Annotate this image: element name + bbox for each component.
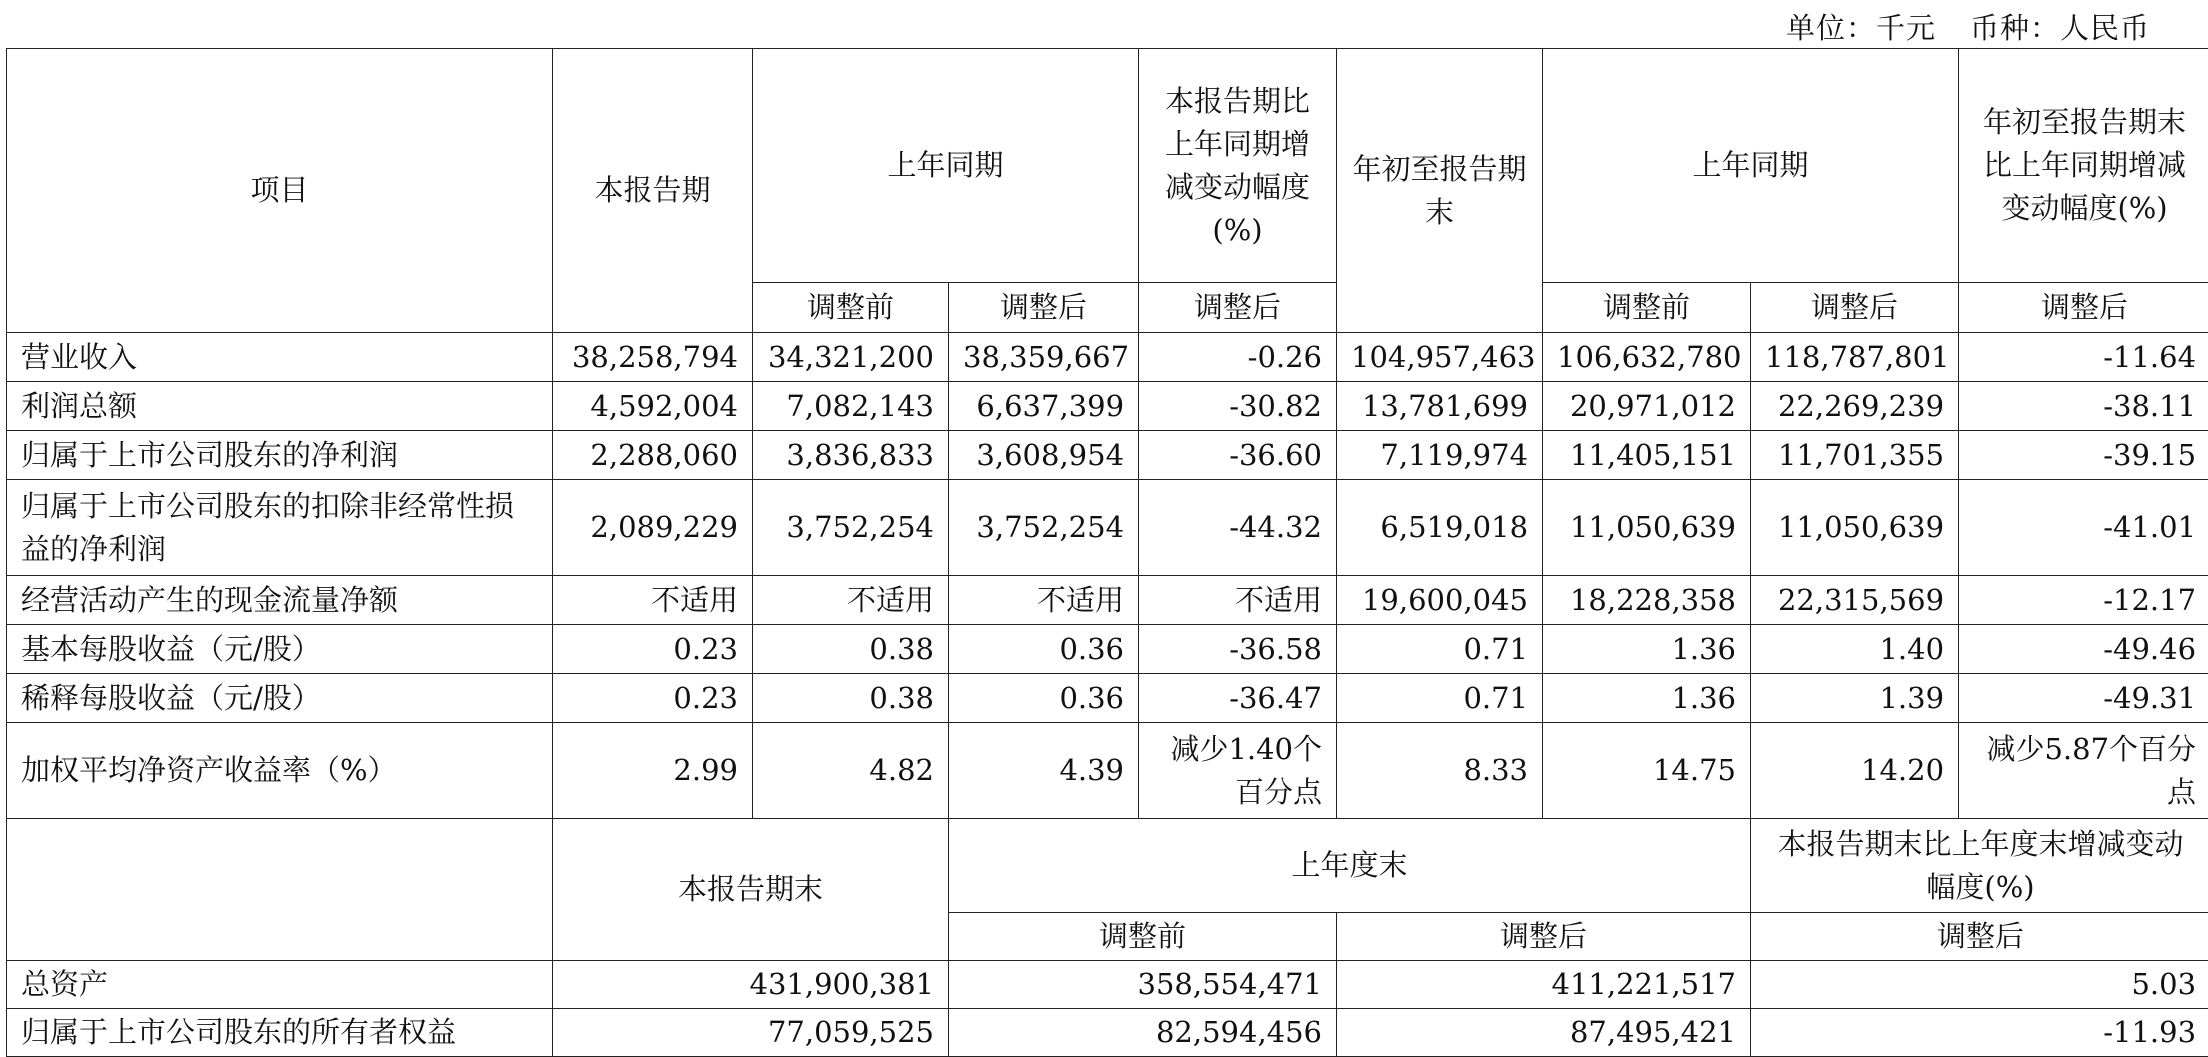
- row-label: 归属于上市公司股东的净利润: [7, 431, 553, 480]
- table-cell: 6,637,399: [949, 382, 1139, 431]
- table-row: [7, 333, 2208, 382]
- table-cell: -36.60: [1139, 431, 1337, 480]
- table-cell: 减少5.87个百分点: [1959, 723, 2208, 819]
- row-label: 营业收入: [7, 333, 553, 382]
- table-cell: 8.33: [1337, 723, 1543, 819]
- table-cell: -39.15: [1959, 431, 2208, 480]
- table-row: [7, 674, 2208, 723]
- table-cell: 4.82: [753, 723, 949, 819]
- table-cell: -36.47: [1139, 674, 1337, 723]
- subheader-change-after: 调整后: [1139, 283, 1337, 333]
- table-cell: 2.99: [553, 723, 753, 819]
- table-row: [7, 382, 2208, 431]
- table-cell: 1.39: [1751, 674, 1959, 723]
- table-cell: 0.71: [1337, 674, 1543, 723]
- bottom-subheader-before: 调整前: [949, 913, 1337, 961]
- bottom-header-period-end: 本报告期末: [553, 819, 949, 961]
- subheader-ytd-before: 调整前: [1543, 283, 1751, 333]
- table-cell: 34,321,200: [753, 333, 949, 382]
- table-row: [7, 480, 2208, 576]
- table-cell: 4,592,004: [553, 382, 753, 431]
- table-cell: 2,288,060: [553, 431, 753, 480]
- table-cell: 2,089,229: [553, 480, 753, 576]
- table-cell: 1.36: [1543, 674, 1751, 723]
- row-label: 稀释每股收益（元/股）: [7, 674, 553, 723]
- table-cell: -30.82: [1139, 382, 1337, 431]
- bottom-header-change: 本报告期末比上年度末增减变动幅度(%): [1751, 819, 2208, 913]
- table-cell: -49.31: [1959, 674, 2208, 723]
- subheader-ytd-after: 调整后: [1751, 283, 1959, 333]
- table-cell: -44.32: [1139, 480, 1337, 576]
- table-cell: 38,258,794: [553, 333, 753, 382]
- header-prev-same-period: 上年同期: [753, 49, 1139, 283]
- header-prev-same-ytd: 上年同期: [1543, 49, 1959, 283]
- header-ytd: 年初至报告期末: [1337, 49, 1543, 333]
- table-cell: -11.64: [1959, 333, 2208, 382]
- table-cell: 118,787,801: [1751, 333, 1959, 382]
- table-cell: 3,752,254: [753, 480, 949, 576]
- header-item: 项目: [7, 49, 553, 333]
- table-cell: 3,836,833: [753, 431, 949, 480]
- bottom-subheader-change-after: 调整后: [1751, 913, 2208, 961]
- bottom-subheader-after: 调整后: [1337, 913, 1751, 961]
- table-cell: 0.71: [1337, 625, 1543, 674]
- bottom-table-cell: 358,554,471: [949, 961, 1337, 1009]
- bottom-table-cell: 87,495,421: [1337, 1009, 1751, 1057]
- table-cell: -12.17: [1959, 576, 2208, 625]
- bottom-header-row: [7, 819, 2208, 913]
- table-cell: 38,359,667: [949, 333, 1139, 382]
- table-cell: 7,119,974: [1337, 431, 1543, 480]
- table-cell: 4.39: [949, 723, 1139, 819]
- bottom-table-cell: 5.03: [1751, 961, 2208, 1009]
- bottom-table-row: [7, 961, 2208, 1009]
- bottom-row-label: 归属于上市公司股东的所有者权益: [7, 1009, 553, 1057]
- table-cell: 11,701,355: [1751, 431, 1959, 480]
- row-label: 加权平均净资产收益率（%）: [7, 723, 553, 819]
- table-cell: -38.11: [1959, 382, 2208, 431]
- subheader-ytd-change-after: 调整后: [1959, 283, 2208, 333]
- table-cell: 22,315,569: [1751, 576, 1959, 625]
- table-cell: 104,957,463: [1337, 333, 1543, 382]
- header-change-ytd: 年初至报告期末比上年同期增减变动幅度(%): [1959, 49, 2208, 283]
- unit-line: [1752, 6, 2150, 47]
- table-cell: 11,050,639: [1751, 480, 1959, 576]
- bottom-table-cell: 77,059,525: [553, 1009, 949, 1057]
- table-cell: 不适用: [949, 576, 1139, 625]
- table-cell: -36.58: [1139, 625, 1337, 674]
- row-label: 基本每股收益（元/股）: [7, 625, 553, 674]
- table-cell: 3,752,254: [949, 480, 1139, 576]
- table-cell: 不适用: [553, 576, 753, 625]
- table-header-row: [7, 49, 2208, 283]
- table-cell: 0.36: [949, 674, 1139, 723]
- table-body: [7, 49, 2208, 1057]
- row-label: 利润总额: [7, 382, 553, 431]
- bottom-header-blank: [7, 819, 553, 961]
- table-cell: 11,405,151: [1543, 431, 1751, 480]
- table-cell: 0.36: [949, 625, 1139, 674]
- table-cell: 14.75: [1543, 723, 1751, 819]
- row-label: 经营活动产生的现金流量净额: [7, 576, 553, 625]
- table-cell: 18,228,358: [1543, 576, 1751, 625]
- table-cell: 20,971,012: [1543, 382, 1751, 431]
- bottom-table-cell: -11.93: [1751, 1009, 2208, 1057]
- table-cell: 6,519,018: [1337, 480, 1543, 576]
- table-cell: 22,269,239: [1751, 382, 1959, 431]
- subheader-before: 调整前: [753, 283, 949, 333]
- bottom-table-row: [7, 1009, 2208, 1057]
- table-cell: 0.23: [553, 674, 753, 723]
- table-cell: 19,600,045: [1337, 576, 1543, 625]
- unit-label: 单位：千元: [1786, 11, 1936, 45]
- bottom-row-label: 总资产: [7, 961, 553, 1009]
- header-current-period: 本报告期: [553, 49, 753, 333]
- table-cell: -0.26: [1139, 333, 1337, 382]
- table-cell: 7,082,143: [753, 382, 949, 431]
- table-cell: 11,050,639: [1543, 480, 1751, 576]
- header-change-quarter: 本报告期比上年同期增减变动幅度(%): [1139, 49, 1337, 283]
- table-cell: 1.40: [1751, 625, 1959, 674]
- table-cell: 1.36: [1543, 625, 1751, 674]
- bottom-table-cell: 431,900,381: [553, 961, 949, 1009]
- table-cell: 0.23: [553, 625, 753, 674]
- table-cell: 106,632,780: [1543, 333, 1751, 382]
- table-cell: -41.01: [1959, 480, 2208, 576]
- table-cell: 13,781,699: [1337, 382, 1543, 431]
- table-cell: 不适用: [1139, 576, 1337, 625]
- table-cell: -49.46: [1959, 625, 2208, 674]
- table-cell: 0.38: [753, 625, 949, 674]
- financial-data-table: [6, 48, 2208, 1057]
- table-cell: 不适用: [753, 576, 949, 625]
- bottom-header-prev-year-end: 上年度末: [949, 819, 1751, 913]
- table-row: [7, 576, 2208, 625]
- row-label: 归属于上市公司股东的扣除非经常性损益的净利润: [7, 480, 553, 576]
- table-cell: 14.20: [1751, 723, 1959, 819]
- table-cell: 减少1.40个百分点: [1139, 723, 1337, 819]
- table-cell: 3,608,954: [949, 431, 1139, 480]
- bottom-table-cell: 82,594,456: [949, 1009, 1337, 1057]
- table-row: [7, 431, 2208, 480]
- currency-label: 币种：人民币: [1970, 11, 2150, 45]
- table-cell: 0.38: [753, 674, 949, 723]
- bottom-table-cell: 411,221,517: [1337, 961, 1751, 1009]
- table-row: [7, 723, 2208, 819]
- subheader-after: 调整后: [949, 283, 1139, 333]
- table-row: [7, 625, 2208, 674]
